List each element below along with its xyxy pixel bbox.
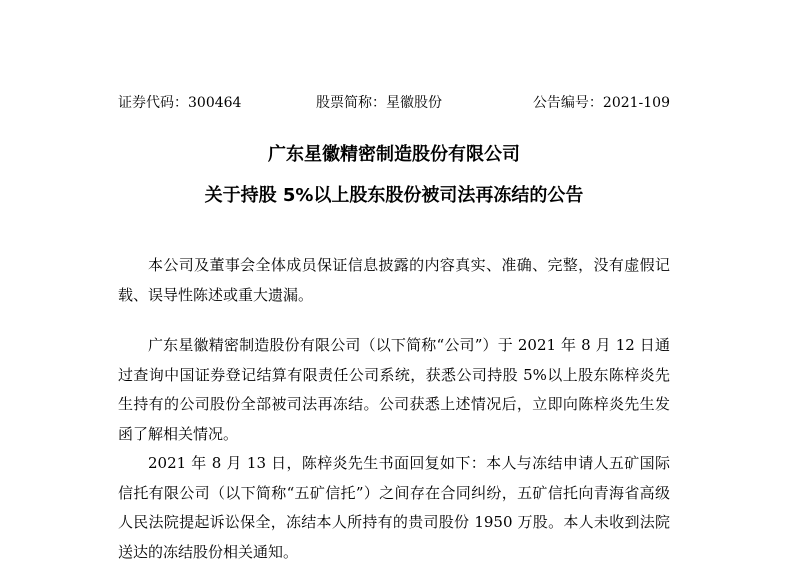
- company-title: 广东星徽精密制造股份有限公司: [268, 144, 520, 165]
- stock-abbreviation: 股票简称：星徽股份: [316, 95, 442, 111]
- body-paragraph: 广东星徽精密制造股份有限公司（以下简称“公司”）于 2021 年 8 月 12 日通过查询中国证券登记结算有限责任公司系统，获悉公司持股 5%以上股东陈梓炎先生持有的公司股份全部被司法再冻结。公司获悉上述情况后，立即向陈梓炎先生发函了解相关情况。: [118, 336, 670, 443]
- stock-code: 证券代码：300464: [118, 95, 242, 111]
- notice-number: 公告编号：2021-109: [532, 95, 670, 111]
- document-header: [118, 92, 670, 114]
- declaration-block: [118, 251, 670, 310]
- announcement-body: [118, 331, 670, 567]
- announcement-title: 关于持股 5%以上股东股份被司法再冻结的公告: [204, 185, 584, 206]
- declaration-paragraph: 本公司及董事会全体成员保证信息披露的内容真实、准确、完整，没有虚假记载、误导性陈述或重大遗漏。: [118, 256, 670, 304]
- body-paragraph: 2021 年 8 月 13 日，陈梓炎先生书面回复如下：本人与冻结申请人五矿国际信托有限公司（以下简称“五矿信托”）之间存在合同纠纷，五矿信托向青海省高级人民法院提起诉讼保全，冻结本人所持有的贵司股份 1950 万股。本人未收到法院送达的冻结股份相关通知。: [118, 454, 670, 561]
